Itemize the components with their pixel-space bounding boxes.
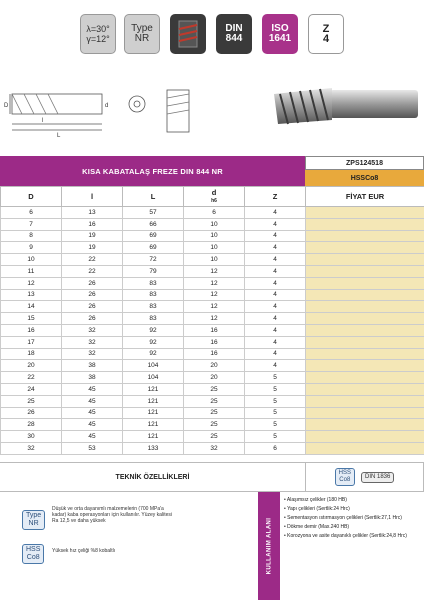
cell-teeth: 6 — [245, 442, 306, 454]
end-mill-photo — [270, 80, 420, 130]
type-nr-chip-l2: NR — [28, 520, 39, 527]
din-badge — [216, 14, 252, 54]
table-row — [1, 313, 424, 325]
cell-diameter: 13 — [1, 289, 62, 301]
usage-item — [284, 515, 420, 521]
usage-item-text: Dökme demir (Max.240 HB) — [287, 524, 350, 530]
cell-shank: 12 — [184, 289, 245, 301]
cut-length-label: l — [42, 118, 44, 124]
cell-shank: 12 — [184, 277, 245, 289]
cell-price — [306, 277, 424, 289]
usage-item-text: Alaşımsız çelikler (180 HB) — [286, 497, 347, 503]
table-row — [1, 230, 424, 242]
technical-drawing — [2, 82, 207, 140]
table-title: KISA KABATALAŞ FREZE DIN 844 NR — [0, 156, 305, 186]
cell-total-length: 83 — [123, 277, 184, 289]
table-row — [1, 254, 424, 266]
cell-teeth: 4 — [245, 301, 306, 313]
cell-teeth: 4 — [245, 277, 306, 289]
cell-diameter: 18 — [1, 348, 62, 360]
cell-cut-length: 45 — [62, 431, 123, 443]
table-row — [1, 442, 424, 454]
bullet-icon: • — [284, 533, 288, 539]
cell-price — [306, 254, 424, 266]
iso-label: ISO — [271, 23, 289, 34]
cell-teeth: 5 — [245, 419, 306, 431]
cell-total-length: 121 — [123, 419, 184, 431]
cell-cut-length: 19 — [62, 230, 123, 242]
cell-shank: 12 — [184, 265, 245, 277]
cell-diameter: 26 — [1, 407, 62, 419]
cell-price — [306, 324, 424, 336]
type-value: NR — [134, 33, 150, 44]
cell-shank: 10 — [184, 242, 245, 254]
cell-cut-length: 45 — [62, 407, 123, 419]
bullet-icon: • — [284, 515, 288, 521]
table-row — [1, 207, 424, 219]
cell-shank: 25 — [184, 431, 245, 443]
usage-item — [284, 497, 420, 503]
din-label: DIN — [225, 23, 243, 34]
cell-diameter: 24 — [1, 383, 62, 395]
cell-diameter: 7 — [1, 218, 62, 230]
cell-diameter: 8 — [1, 230, 62, 242]
cell-price — [306, 442, 424, 454]
usage-item-text: Korozyona ve asite dayanıklı çelikler (Sertlik:24,8 Hrc) — [287, 533, 407, 539]
cell-price — [306, 348, 424, 360]
type-nr-chip-l1: Type — [26, 512, 42, 519]
cell-price — [306, 419, 424, 431]
cell-shank: 10 — [184, 254, 245, 266]
cell-price — [306, 289, 424, 301]
cell-teeth: 4 — [245, 313, 306, 325]
cell-shank: 25 — [184, 407, 245, 419]
cell-teeth: 4 — [245, 360, 306, 372]
cell-diameter: 6 — [1, 207, 62, 219]
col-header-price: FİYAT EUR — [306, 187, 424, 207]
table-row — [1, 265, 424, 277]
size-table — [0, 186, 424, 455]
table-row — [1, 336, 424, 348]
cell-price — [306, 265, 424, 277]
cell-shank: 12 — [184, 301, 245, 313]
type-badge — [124, 14, 160, 54]
cell-diameter: 16 — [1, 324, 62, 336]
teeth-badge — [308, 14, 344, 54]
cell-cut-length: 38 — [62, 360, 123, 372]
table-row — [1, 289, 424, 301]
cell-cut-length: 45 — [62, 383, 123, 395]
cell-teeth: 5 — [245, 372, 306, 384]
type-nr-chip — [22, 510, 45, 530]
hss-co8-chip-l1: HSS — [338, 470, 351, 476]
cell-cut-length: 45 — [62, 419, 123, 431]
table-row — [1, 324, 424, 336]
cell-cut-length: 26 — [62, 301, 123, 313]
cell-total-length: 92 — [123, 324, 184, 336]
cell-shank: 10 — [184, 218, 245, 230]
table-row — [1, 348, 424, 360]
cell-cut-length: 22 — [62, 265, 123, 277]
cell-cut-length: 32 — [62, 336, 123, 348]
cell-price — [306, 372, 424, 384]
cell-total-length: 57 — [123, 207, 184, 219]
cell-cut-length: 26 — [62, 313, 123, 325]
cell-teeth: 4 — [245, 242, 306, 254]
cell-teeth: 4 — [245, 289, 306, 301]
cell-teeth: 4 — [245, 348, 306, 360]
cell-total-length: 83 — [123, 289, 184, 301]
cell-shank: 32 — [184, 442, 245, 454]
diameter-label: D — [4, 103, 9, 109]
teeth-label: Z — [322, 23, 330, 35]
technical-title: TEKNİK ÖZELLİKLERİ — [0, 462, 305, 492]
usage-list — [284, 497, 420, 542]
cell-shank: 25 — [184, 395, 245, 407]
cell-shank: 25 — [184, 419, 245, 431]
cell-cut-length: 22 — [62, 254, 123, 266]
cell-price — [306, 230, 424, 242]
cell-shank: 20 — [184, 372, 245, 384]
material-label: HSSCo8 — [305, 170, 424, 186]
table-row — [1, 242, 424, 254]
cell-total-length: 104 — [123, 372, 184, 384]
usage-item — [284, 533, 420, 539]
cell-shank: 12 — [184, 313, 245, 325]
teeth-number: 4 — [322, 33, 330, 45]
cell-teeth: 4 — [245, 336, 306, 348]
cell-cut-length: 19 — [62, 242, 123, 254]
cell-diameter: 22 — [1, 372, 62, 384]
cell-teeth: 4 — [245, 230, 306, 242]
col-header-shank-label: d — [211, 187, 217, 197]
cell-shank: 6 — [184, 207, 245, 219]
cell-cut-length: 16 — [62, 218, 123, 230]
cell-teeth: 4 — [245, 324, 306, 336]
end-mill-icon — [170, 14, 206, 54]
hss-co8-chip-lower-l1: HSS — [26, 546, 41, 553]
usage-item-text: Yapı çelikleri (Sertlik:24 Hrc) — [287, 506, 350, 512]
cell-teeth: 5 — [245, 431, 306, 443]
cell-teeth: 4 — [245, 218, 306, 230]
hss-co8-chip-l2: Co8 — [339, 477, 351, 483]
total-length-label: L — [57, 133, 61, 139]
cell-price — [306, 360, 424, 372]
table-row — [1, 407, 424, 419]
cell-shank: 16 — [184, 336, 245, 348]
table-row — [1, 277, 424, 289]
cell-price — [306, 407, 424, 419]
cell-total-length: 79 — [123, 265, 184, 277]
table-row — [1, 360, 424, 372]
cell-diameter: 12 — [1, 277, 62, 289]
table-row — [1, 301, 424, 313]
usage-item — [284, 506, 420, 512]
cell-cut-length: 32 — [62, 324, 123, 336]
cell-total-length: 83 — [123, 301, 184, 313]
cell-cut-length: 38 — [62, 372, 123, 384]
col-header-l: l — [62, 187, 123, 207]
cell-teeth: 5 — [245, 395, 306, 407]
usage-item — [284, 524, 420, 530]
hss-co8-chip-lower — [22, 544, 44, 564]
cell-shank: 25 — [184, 383, 245, 395]
cell-price — [306, 207, 424, 219]
cell-diameter: 25 — [1, 395, 62, 407]
cell-cut-length: 53 — [62, 442, 123, 454]
cell-diameter: 10 — [1, 254, 62, 266]
cell-price — [306, 395, 424, 407]
iso-number: 1641 — [268, 33, 292, 44]
type-nr-description: Düşük ve orta dayanımlı malzemelerin (700 MPa'a kadar) kaba operasyonları için kullanılır. Yüzey kalitesi Ra 12,5 ve daha yüksek — [52, 506, 172, 524]
cell-cut-length: 45 — [62, 395, 123, 407]
cell-diameter: 15 — [1, 313, 62, 325]
helix-angle-text: λ=30° — [86, 24, 110, 34]
cell-teeth: 4 — [245, 207, 306, 219]
usage-item-text: Sementasyon ıstırmasyon çelikleri (Sertlik:27,1 Hrc) — [287, 515, 402, 521]
type-label: Type — [131, 23, 153, 34]
cell-teeth: 5 — [245, 383, 306, 395]
cell-diameter: 17 — [1, 336, 62, 348]
usage-area-title: KULLANIM ALANI — [266, 517, 273, 575]
col-header-z: Z — [245, 187, 306, 207]
bullet-icon: • — [284, 524, 288, 530]
cell-diameter: 30 — [1, 431, 62, 443]
cell-total-length: 69 — [123, 242, 184, 254]
din-1836-chip: DIN 1836 — [361, 472, 394, 483]
cell-shank: 20 — [184, 360, 245, 372]
col-header-shank — [184, 187, 245, 207]
cell-cut-length: 32 — [62, 348, 123, 360]
cell-diameter: 32 — [1, 442, 62, 454]
helix-angle-badge — [80, 14, 116, 54]
hss-co8-chip — [335, 468, 355, 486]
cell-total-length: 92 — [123, 348, 184, 360]
cell-diameter: 14 — [1, 301, 62, 313]
cell-diameter: 28 — [1, 419, 62, 431]
cell-price — [306, 301, 424, 313]
usage-area-banner — [258, 492, 280, 600]
din-number: 844 — [225, 33, 243, 44]
cell-total-length: 121 — [123, 407, 184, 419]
cell-shank: 16 — [184, 324, 245, 336]
table-header-row — [1, 187, 424, 207]
table-row — [1, 218, 424, 230]
product-code: ZPS124518 — [305, 156, 424, 170]
cell-shank: 10 — [184, 230, 245, 242]
cell-total-length: 66 — [123, 218, 184, 230]
table-row — [1, 419, 424, 431]
cell-total-length: 72 — [123, 254, 184, 266]
cell-price — [306, 313, 424, 325]
rake-angle-text: γ=12° — [86, 34, 110, 44]
col-header-shank-tolerance: h6 — [211, 197, 217, 204]
hss-co8-chip-lower-l2: Co8 — [26, 554, 40, 561]
cell-cut-length: 13 — [62, 207, 123, 219]
table-row — [1, 395, 424, 407]
cell-total-length: 133 — [123, 442, 184, 454]
cell-total-length: 121 — [123, 395, 184, 407]
iso-badge — [262, 14, 298, 54]
cell-total-length: 104 — [123, 360, 184, 372]
cell-total-length: 69 — [123, 230, 184, 242]
col-header-d: D — [1, 187, 62, 207]
cell-total-length: 121 — [123, 431, 184, 443]
cell-shank: 16 — [184, 348, 245, 360]
cell-cut-length: 26 — [62, 289, 123, 301]
table-row — [1, 383, 424, 395]
cell-diameter: 9 — [1, 242, 62, 254]
table-row — [1, 372, 424, 384]
cell-diameter: 11 — [1, 265, 62, 277]
cell-total-length: 121 — [123, 383, 184, 395]
cell-price — [306, 242, 424, 254]
col-header-L: L — [123, 187, 184, 207]
cell-total-length: 92 — [123, 336, 184, 348]
cell-teeth: 4 — [245, 265, 306, 277]
cell-price — [306, 218, 424, 230]
bullet-icon: • — [284, 506, 288, 512]
cell-cut-length: 26 — [62, 277, 123, 289]
cell-diameter: 20 — [1, 360, 62, 372]
bullet-icon: • — [284, 497, 287, 503]
cell-teeth: 5 — [245, 407, 306, 419]
cell-price — [306, 383, 424, 395]
technical-icons — [305, 462, 424, 492]
cell-price — [306, 336, 424, 348]
shank-label: d — [105, 103, 109, 109]
table-row — [1, 431, 424, 443]
cell-total-length: 83 — [123, 313, 184, 325]
cell-price — [306, 431, 424, 443]
hss-co8-description: Yüksek hız çeliği %8 kobaltlı — [52, 548, 116, 554]
cell-teeth: 4 — [245, 254, 306, 266]
